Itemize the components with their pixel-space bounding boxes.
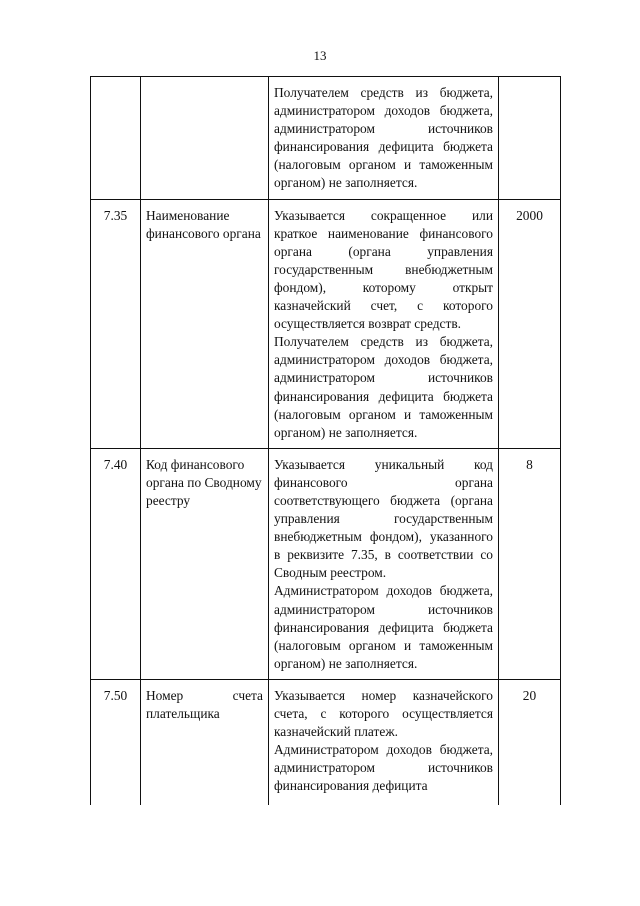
requisite-number — [91, 77, 141, 200]
requisite-description — [269, 77, 499, 200]
requisite-name — [141, 199, 269, 448]
requisite-name-text: Номер счета плательщика — [146, 687, 263, 721]
table-row — [91, 77, 561, 200]
requisite-length: 20 — [499, 679, 561, 805]
requisite-number: 7.35 — [91, 199, 141, 448]
requisite-length — [499, 77, 561, 200]
requisite-description — [269, 679, 499, 805]
description-paragraph: Указывается сокращенное или краткое наименование финансового органа (органа управления государственным внебюджетным фондом), которому открыт казначейский счет, с которого осуществляется возврат средств. — [274, 207, 493, 332]
requisite-name-text: Код финансового органа по Сводному реестру — [146, 456, 262, 508]
description-paragraph: Получателем средств из бюджета, администратором доходов бюджета, администратором источников финансирования дефицита бюджета (налоговым органом и таможенным органом) не заполняется. — [274, 334, 493, 440]
page-number: 13 — [313, 48, 327, 63]
table-row — [91, 199, 561, 448]
requisite-length: 8 — [499, 448, 561, 679]
requisite-name — [141, 679, 269, 805]
requisite-name — [141, 77, 269, 200]
description-paragraph: Получателем средств из бюджета, администратором доходов бюджета, администратором источников финансирования дефицита бюджета (налоговым органом и таможенным органом) не заполняется. — [274, 85, 493, 191]
table-row — [91, 679, 561, 805]
requisite-number: 7.40 — [91, 448, 141, 679]
description-paragraph: Указывается номер казначейского счета, с которого осуществляется казначейский платеж. — [274, 687, 493, 740]
requisite-description — [269, 199, 499, 448]
table-row — [91, 448, 561, 679]
requisite-name-text: Наименование финансового органа — [146, 207, 261, 241]
requisites-table — [90, 76, 561, 805]
requisite-length: 2000 — [499, 199, 561, 448]
requisite-name — [141, 448, 269, 679]
description-paragraph: Указывается уникальный код финансового органа соответствующего бюджета (органа управления государственным внебюджетным фондом), указанного в реквизите 7.35, в соответствии со Сводным реестром. — [274, 456, 493, 581]
description-paragraph: Администратором доходов бюджета, администратором источников финансирования дефицита — [274, 742, 493, 794]
requisite-number: 7.50 — [91, 679, 141, 805]
description-paragraph: Администратором доходов бюджета, администратором источников финансирования дефицита бюджета (налоговым органом и таможенным органом) не заполняется. — [274, 583, 493, 671]
requisite-description — [269, 448, 499, 679]
